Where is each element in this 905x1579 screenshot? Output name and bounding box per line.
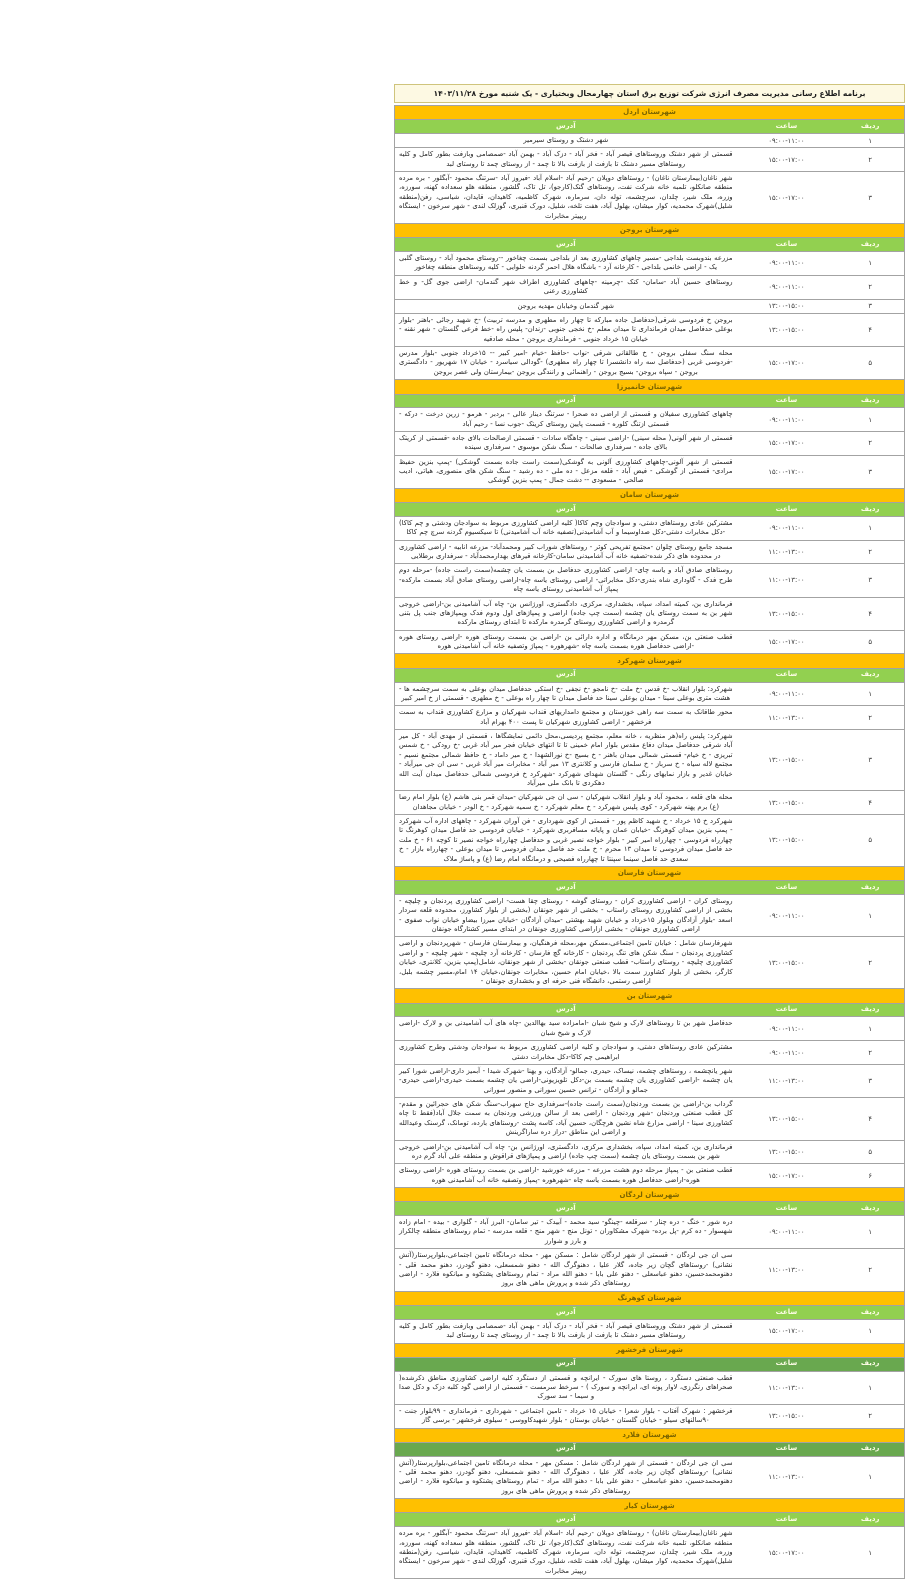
time-cell: ۰۹:۰۰-۱۱:۰۰ [768, 911, 805, 920]
time-cell: ۰۹:۰۰-۱۱:۰۰ [768, 1048, 805, 1057]
column-header-time: ساعت [775, 396, 798, 405]
address-cell: شهرکرد: پلیس راه(هر منظریه ، خانه معلم، مجتمع پردیسی،محل دائمی نمایشگاها ، قسمتی از مهدی آباد - کل میر آباد شرقی حدفاصل میدان دفاع مقدس بلوار امام خمینی تا تا انتهای خیابان فجر میر آباد غربی -خ رودکی - خ شمس تبریزی - خ خیام- قسمتی شمالی میدان باهنر - خ بسیج -خ نورالشهدا - خ میر داماد - خ حافظ شمالی مجتمع نسیم - مجتمع لاله سیاه - خ سرباز - خ سلمان فارسی و کلانتری ۱۳ میر آباد - مخابرات میر آباد غربی - سی ان جی میرآباد - خیابان غدیر و بازار نمایهای رنگی - گلستان شهدای شهرکرد -شهرکرد خ فردوسی شمالی حدفاصل میدان آیت الله دهکردی تا بانک ملی میرآباد [399, 732, 733, 787]
time-cell: ۱۱:۰۰-۱۳:۰۰ [768, 1383, 805, 1392]
time-cell: ۱۳:۰۰-۱۵:۰۰ [768, 1147, 805, 1156]
column-header-address: آدرس [555, 1307, 576, 1316]
time-cell: ۱۵:۰۰-۱۷:۰۰ [768, 1548, 805, 1557]
time-cell: ۱۳:۰۰-۱۵:۰۰ [768, 836, 805, 845]
address-cell: قطب صنعتی بن - پمپاژ مرحله دوم هشت مزرعه - مزرعه خورشید -اراضی بن بسمت روستای هوره -اراضی روستای هوره-اراضی حدفاصل هوره بسمت یاسه چاه -شهرهوره -پمپاژ وتصفیه خانه آب آشامیدنی هوره [399, 1166, 733, 1184]
schedule-sheet [394, 84, 905, 1579]
row-number-cell: ۱ [868, 136, 872, 145]
row-number-cell: ۱ [868, 259, 872, 268]
table-row [395, 1040, 904, 1064]
time-cell: ۱۳:۰۰-۱۵:۰۰ [768, 1412, 805, 1421]
column-header-address: آدرس [555, 670, 576, 679]
address-cell: فرمانداری بن، کمیته امداد، سپاه، بخشداری مرکزی، دادگستری، اورژانس بن- چاه آب آشامیدنی بن-اراضی خروجی شهر بن بسمت روستای یان چشمه (سمت چپ جاده) اراضی و پمپاژهای قراقوش و منطقه علی آباد گرم دره [399, 1142, 733, 1160]
column-header-row-number: ردیف [860, 882, 880, 891]
time-cell: ۱۵:۰۰-۱۷:۰۰ [768, 193, 805, 202]
column-header-row-number: ردیف [860, 1005, 880, 1014]
section-header: شهرستان خانمیرزا [395, 379, 904, 393]
row-number-cell: ۵ [868, 836, 872, 845]
address-cell: محله های قلعه ، محمود آباد و بلوار انقلاب شهرکیان - سی ان جی شهرکیان -میدان قمر بنی هاشم (ع) بلوار امام رضا (ع) برم پهنه شهرکرد - کوی پلیس شهرکرد - خ معلم شهرکرد - خ سمیه شهرکرد - خ الودر - خیابان مجاهدان [399, 793, 733, 811]
row-number-cell: ۳ [868, 302, 872, 311]
row-number-cell: ۲ [868, 283, 872, 292]
table-row [395, 1371, 904, 1404]
column-header-row [395, 1201, 904, 1215]
row-number-cell: ۴ [868, 325, 872, 334]
column-header-row [395, 880, 904, 894]
table-row [395, 147, 904, 171]
page-title: برنامه اطلاع رسانی مدیریت مصرف انرژی شرکت توزیع برق استان چهارمحال وبختیاری - یک شنبه مورخ ۱۴۰۳/۱۱/۲۸ [394, 84, 905, 103]
column-header-time: ساعت [775, 882, 798, 891]
column-header-address: آدرس [555, 1359, 576, 1368]
column-header-address: آدرس [555, 882, 576, 891]
table-row [395, 299, 904, 313]
column-header-row [395, 668, 904, 682]
row-number-cell: ۱ [868, 1548, 872, 1557]
table-row [395, 1526, 904, 1578]
time-cell: ۰۹:۰۰-۱۱:۰۰ [768, 283, 805, 292]
address-cell: قسمتی از شهر دشتک وروستاهای قیصر آباد - فخر آباد - دزک آباد - بهمن آباد -صمصامی وبازفت بطور کامل و کلیه روستاهای مسیر دشتک تا بازفت از بازفت بالا تا چمد - از روستای چمد تا روستای لبد [399, 1321, 733, 1340]
address-cell: فرخشهر : شهرک آفتاب - بلوار شعرا - خیابان ۱۵ خرداد - تامین اجتماعی - شهرداری - فرمانداری - ۹۹بلوار جنت - ۹۰سالنهای سیلو - خیابان گلستان - خیابان بوستان - بلوار شهیدکاووسی - سیلوی فرخشهر - برسی گاز [399, 1406, 733, 1425]
table-row [395, 790, 904, 814]
address-cell: قسمتی از شهر آلونی( محله سینی) -اراضی سینی - چاهگاه سادات - قسمتی ازصالحات بالای جاده -قسمتی از کریتک بالای جاده - سرفداری صالحات - سنگ شکن موسوی - سرفداری سینده [399, 433, 733, 452]
table-row [395, 1319, 904, 1343]
column-header-row [395, 1357, 904, 1371]
table-row [395, 630, 904, 654]
column-header-address: آدرس [555, 396, 576, 405]
table-row [395, 1456, 904, 1499]
row-number-cell: ۲ [868, 548, 872, 557]
row-number-cell: ۴ [868, 609, 872, 618]
column-header-row-number: ردیف [860, 1307, 880, 1316]
row-number-cell: ۲ [868, 155, 872, 164]
column-header-address: آدرس [555, 121, 576, 130]
column-header-row-number: ردیف [860, 1514, 880, 1523]
column-header-row-number: ردیف [860, 1203, 880, 1212]
time-cell: ۱۵:۰۰-۱۷:۰۰ [768, 439, 805, 448]
time-cell: ۰۹:۰۰-۱۱:۰۰ [768, 524, 805, 533]
row-number-cell: ۲ [868, 1412, 872, 1421]
row-number-cell: ۱ [868, 911, 872, 920]
row-number-cell: ۳ [868, 756, 872, 765]
column-header-row-number: ردیف [860, 670, 880, 679]
time-cell: ۱۱:۰۰-۱۳:۰۰ [768, 1473, 805, 1482]
row-number-cell: ۳ [868, 193, 872, 202]
table-row [395, 682, 904, 706]
row-number-cell: ۶ [868, 1171, 872, 1180]
row-number-cell: ۲ [868, 1048, 872, 1057]
table-row [395, 1404, 904, 1428]
row-number-cell: ۱ [868, 524, 872, 533]
table-row [395, 1163, 904, 1187]
time-cell: ۰۹:۰۰-۱۱:۰۰ [768, 1024, 805, 1033]
section-header: شهرستان بن [395, 988, 904, 1002]
column-header-row-number: ردیف [860, 239, 880, 248]
row-number-cell: ۱ [868, 1024, 872, 1033]
table-row [395, 1064, 904, 1097]
table-row [395, 1097, 904, 1140]
table-row [395, 814, 904, 866]
time-cell: ۱۳:۰۰-۱۵:۰۰ [768, 958, 805, 967]
address-cell: شهر ناغان(بیمارستان ناغان) - روستاهای دوپلان -رحیم آباد -اسلام آباد -فیروز آباد -سرتنگ محمود -آبگلور - بره مرده منطقه صانکلو، تلمبه خانه شرکت نفت، روستاهای گتک(کارجو)، تل تاک، گلشور، منطقه هلو سعداده کهنه، سورزه، وزره، ملک شیر، چلدان، سرچشمه، توله دان، سرماره، شهرک کاظمیه، کاهیدان، قایدان، شیاسی، رفن(منطقه شلیل)شهرک محمدیه، کوار میشان، بهلول آباد، هفت تلخه، شلیل، دورک قنبری، گوزلک لندی - شهر سرخون - ایستگاه ریپیتر مخابرات [399, 1529, 733, 1575]
section-header: شهرستان کیار [395, 1498, 904, 1512]
address-cell: شهر یانچشمه ، روستاهای چشمه، نیساک، حیدری، جمالو- آزادگان، و یهنا -شهرک شیدا - آبمیز داری-اراضی شورا کبیر یان چشمه -اراضی کشاورزی یان چشمه بسمت بن-دکل تلویزیونی-اراضی یان چشمه بسمت حیدری-اراضی حیدری- جمالو و آزادگان - ترانس حسین سورانی و منصور سورانی [399, 1066, 733, 1094]
column-header-address: آدرس [555, 1203, 576, 1212]
column-header-row [395, 237, 904, 251]
column-header-time: ساعت [775, 1444, 798, 1453]
table-row [395, 516, 904, 540]
address-cell: قسمتی از شهر آلونی-چاههای کشاورزی آلونی به گوشکی(سمت راست جاده بسمت گوشکی) -پمپ بنزین حفیظ مرادی- قسمتی از گوشکی - فیض آباد - قلعه مزعل - ده ملی - ده رشید - سنگ شکن های منصوری، هیاتی، ادیب صالحی - مسعودی -- دشت جمال - پمپ بنزین گوشکی [399, 457, 733, 485]
time-cell: ۱۵:۰۰-۱۷:۰۰ [768, 467, 805, 476]
column-header-row [395, 1003, 904, 1017]
column-header-time: ساعت [775, 239, 798, 248]
address-cell: مشترکین عادی روستاهای دشتی، و سوادجان وچم کاکا( کلیه اراضی کشاورزی مربوط به سوادجان ودشتی و چم کاکا) -دکل مخابرات دشتی-دکل صداوسیما و آب آشامیدنی(تصفیه خانه آب آشامیدنی) تا سیکسیوم گردنه سرچ چم کاکا [399, 518, 733, 537]
column-header-address: آدرس [555, 504, 576, 513]
time-cell: ۱۱:۰۰-۱۳:۰۰ [768, 576, 805, 585]
row-number-cell: ۳ [868, 1076, 872, 1085]
table-row [395, 1140, 904, 1164]
row-number-cell: ۵ [868, 359, 872, 368]
address-cell: بروجن خ فردوسی شرقی(حدفاصل جاده مبارکه تا چهار راه مطهری و مدرسه تربیت) -خ شهید رجائی -باهنر -بلوار بوعلی حدفاصل میدان فرمانداری تا میدان معلم -خ نخجی جنوبی -زندان- پلیس راه -خط فرعی گلستان - شهر نقنه - خیابان ۱۵ خرداد جنوبی - فرمانداری بروجن - محله صادقیه [399, 315, 733, 343]
row-number-cell: ۱ [868, 1473, 872, 1482]
column-header-time: ساعت [775, 670, 798, 679]
row-number-cell: ۲ [868, 1265, 872, 1274]
time-cell: ۰۹:۰۰-۱۱:۰۰ [768, 1228, 805, 1237]
column-header-row [395, 1512, 904, 1526]
row-number-cell: ۵ [868, 638, 872, 647]
column-header-time: ساعت [775, 1514, 798, 1523]
column-header-time: ساعت [775, 1307, 798, 1316]
address-cell: محور طاقانک به سمت سه راهی خوزستان و مجتمع دامداریهای قنداب شهرکیان و مزارع کشاورزی قنداب به سمت فرخشهر - اراضی کشاورزی شهرکیان تا پست ۴۰۰ بهرام آباد [399, 708, 733, 726]
time-cell: ۰۹:۰۰-۱۱:۰۰ [768, 136, 805, 145]
table-row [395, 597, 904, 630]
row-number-cell: ۱ [868, 689, 872, 698]
column-header-address: آدرس [555, 1444, 576, 1453]
row-number-cell: ۱ [868, 1228, 872, 1237]
table-row [395, 275, 904, 299]
column-header-row [395, 1442, 904, 1456]
address-cell: سی ان جی لردگان - قسمتی از شهر لردگان شامل : مسکن مهر - محله درمانگاه تامین اجتماعی،بلوارپرستار(آتش نشانی) -روستاهای گچان زیر جاده، گلار علیا ، دهنوگرگ الله - دهنو شمسعلی، دهنو گودرز، دهنو محمد قلی - دهنومحمدحسین، دهنو عباسعلی - دهنو علی بابا - دهنو الله مراد - تمام روستاهای پشتکوه و میانکوه فلارد - اراضی روستاهای ذکر شده و پرورش ماهی های بروز [399, 1251, 733, 1288]
address-cell: مزرعه بندوبست بلداجی -مسیر چاههای کشاورزی بعد از بلداجی بسمت چغاخور --روستای محمود آباد - روستای گلبی یک - اراضی خانمی بلداجی - کارخانه آرد - باشگاه هلال احمر گردنه حلوایی - کلیه روستاهای منطقه چغاخور [399, 254, 733, 272]
table-row [395, 407, 904, 431]
table-row [395, 455, 904, 488]
row-number-cell: ۲ [868, 713, 872, 722]
address-cell: چاههای کشاورزی سفیلان و قسمتی از اراضی ده صحرا - سرتنگ دینار عالی - بردبر - هرمو - زرین درخت - درکه - قسمتی ازتنگ کلوره - قسمت پایین روستای کریتک -جوب نسا - رحیم آباد [399, 410, 733, 428]
address-cell: دره شور - خنگ - دره چنار - سرقلعه -چینگو- سید محمد - آبیدک - تیر سامان- البرز آباد - گلواری - بیده - امام زاده شهسوار - ده کرم -پل برده- شهرک مشکاوران - تونل منج - شهر منج - قلعه مدرسه - تمام روستاهای منطقه چالکراز و بارز و شوارز [399, 1218, 733, 1245]
time-cell: ۱۳:۰۰-۱۵:۰۰ [768, 1114, 805, 1123]
column-header-time: ساعت [775, 1005, 798, 1014]
row-number-cell: ۴ [868, 1114, 872, 1123]
table-row [395, 251, 904, 275]
address-cell: گرداب بن-اراضی بن بسمت وردنجان(سمت راست جاده)-سرفداری حاج سهراب-سنگ شکن های حجرائین و مقدم- کل قطب صنعتی وردنجان -شهر وردنجان - اراضی بعد از سالن ورزشی وردنجان به سمت جلال آباد(فقط تا چاه کشاورزی سینا - اراضی مزارع شاه نشین هرچگان، حسین آباد، کاسه پشت -روستاهای بارده، تومانک، گرسنک وعیدالله و اراضی این مناطق -دراز دره ساراگرینش [399, 1100, 733, 1137]
row-number-cell: ۳ [868, 467, 872, 476]
table-row [395, 1016, 904, 1040]
time-cell: ۰۹:۰۰-۱۱:۰۰ [768, 415, 805, 424]
address-cell: مشترکین عادی روستاهای دشتی، و سوادجان و کلیه اراضی کشاورزی مربوط به سوادجان ودشتی وطرح کشاورزی ابراهیمی چم کاکا-دکل مخابرات دشتی [399, 1043, 733, 1061]
address-cell: شهر دشتک و روستای سیرمیر [523, 135, 609, 144]
row-number-cell: ۳ [868, 576, 872, 585]
section-header: شهرستان فلارد [395, 1428, 904, 1442]
time-cell: ۱۱:۰۰-۱۳:۰۰ [768, 1076, 805, 1085]
section-header: شهرستان اردل [395, 105, 904, 119]
table-row [395, 133, 904, 147]
table-row [395, 894, 904, 937]
row-number-cell: ۲ [868, 439, 872, 448]
table-row [395, 540, 904, 564]
address-cell: حدفاصل شهر بن تا روستاهای لارک و شیخ شبان -امامزاده سید بهاالدین -چاه های آب آشامیدنی بن و لارک -اراضی لارک و شیخ شبان [399, 1019, 733, 1037]
column-header-address: آدرس [555, 1514, 576, 1523]
time-cell: ۱۵:۰۰-۱۷:۰۰ [768, 155, 805, 164]
section-header: شهرستان فارسان [395, 866, 904, 880]
address-cell: روستاهای حسین آباد -سامان- کنک -چرمینه -چاههای کشاورزی اطراف شهر گندمان- اراضی جوی گل- و خط کشاورزی رعنی [399, 277, 733, 296]
section-header: شهرستان سامان [395, 488, 904, 502]
section-header: شهرستان کوهرنگ [395, 1291, 904, 1305]
column-header-row [395, 119, 904, 133]
section-header: شهرستان فرخشهر [395, 1343, 904, 1357]
column-header-time: ساعت [775, 1359, 798, 1368]
time-cell: ۱۵:۰۰-۱۷:۰۰ [768, 359, 805, 368]
column-header-row-number: ردیف [860, 396, 880, 405]
time-cell: ۱۳:۰۰-۱۵:۰۰ [768, 756, 805, 765]
time-cell: ۱۱:۰۰-۱۳:۰۰ [768, 713, 805, 722]
column-header-row-number: ردیف [860, 121, 880, 130]
table-row [395, 936, 904, 988]
schedule-table [394, 105, 905, 1579]
address-cell: فرمانداری بن، کمیته امداد، سپاه، بخشداری، مرکزی، دادگستری، اورژانس بن- چاه آب آشامیدنی بن-اراضی خروجی شهر بن به سمت روستای یان چشمه (سمت چپ جاده) اراضی و پمپاژهای اول ودوم فدک وپمپاژهای جنب پل بتنی گرمدره و اراضی کشاورزی روستای گرمدره مارکده تا ابتدای روستای مارکده [399, 599, 733, 627]
address-cell: قسمتی از شهر دشتک وروستاهای قیصر آباد - فخر آباد - دزک آباد - بهمن آباد -صمصامی وبازفت بطور کامل و کلیه روستاهای مسیر دشتک تا بازفت از بازفت بالا تا چمد - از روستای چمد تا روستای لبد [399, 150, 733, 168]
column-header-time: ساعت [775, 504, 798, 513]
column-header-row [395, 394, 904, 408]
address-cell: قطب صنعتی دستگرد ، روستا های سورک - ایرانچه و قسمتی از دستگرد کلیه اراضی کشاورزی مناطق ذکرشده( صحراهای رنگرزی، لاوار پونه ای، ایرانچه و سورک ) - سرخط سرمست - قسمتی از اراضی گود کلبه دزک و دکل صدا و سیما - سد سورک [399, 1373, 733, 1401]
section-header: شهرستان شهرکرد [395, 653, 904, 667]
address-cell: شهر ناغان(بیمارستان ناغان) - روستاهای دوپلان -رحیم آباد -اسلام آباد -فیروز آباد -سرتنگ محمود -آبگلور - بره مرده منطقه صانکلو، تلمبه خانه شرکت نفت، روستاهای گتک(کارجو)، تل تاک، گلشور، منطقه هلو سعداده کهنه، سورزه، وزره، ملک شیر، چلدان، سرچشمه، توله دان، سرماره، شهرک کاظمیه، کاهیدان، قایدان، شیاسی، رفن(منطقه شلیل)شهرک محمدیه، کوار میشان، بهلول آباد، هفت تلخه، شلیل، دورک قنبری، گوزلک لندی - شهر سرخون - ایستگاه ریپیتر مخابرات [399, 174, 733, 220]
address-cell: قطب صنعتی بن، مسکن مهر درمانگاه و اداره دارائی بن -اراضی بن بسمت روستای هوره -اراضی روستای هوره -اراضی حدفاصل هوره بسمت یاسه چاه -شهرهوره - پمپاژ وتصفیه خانه آب آشامیدنی هوره [399, 632, 733, 651]
time-cell: ۱۵:۰۰-۱۷:۰۰ [768, 1327, 805, 1336]
table-row [395, 313, 904, 346]
table-row [395, 705, 904, 729]
address-cell: شهر گندمان وخیابان مهدیه بروجن [517, 301, 614, 310]
address-cell: روستای کران - اراضی کشاورزی کران - روستای گوشه - روستای چقا هست- اراضی کشاورزی پردنجان و چلیچه - بخشی از اراضی کشاورزی روستای راستاب - بخشی از شهر جونقان (بخشی از بلوار کشاورز، محدوده قلعه سردار اسعد -بلوار آزادگان وبلوار ۱۵خرداد و خیابان شهید بهشتی -میدان آزادگان -خیابان میرزا بیضاو خیابان نواب صفوی - اراضی کشاورزی جونقان - بخشی ازاراضی کشاورزی جونقان در ابتدای مسیر کشتارگاه جونقان [399, 896, 733, 934]
row-number-cell: ۴ [868, 798, 872, 807]
time-cell: ۱۱:۰۰-۱۳:۰۰ [768, 1265, 805, 1274]
column-header-time: ساعت [775, 1203, 798, 1212]
row-number-cell: ۱ [868, 1327, 872, 1336]
time-cell: ۱۳:۰۰-۱۵:۰۰ [768, 609, 805, 618]
table-row [395, 729, 904, 790]
time-cell: ۱۱:۰۰-۱۳:۰۰ [768, 548, 805, 557]
address-cell: شهرکرد: بلوار انقلاب -خ قدس -خ ملت -خ نامجو -خ نجفی -خ استکی حدفاصل میدان بوعلی به سمت سرچشمه ها - هشت متری بوعلی سینا - میدان بوعلی سینا حد فاصل میدان تا چهار راه بوعلی - خ مطهری - قسمتی از خ امیر کبیر [399, 684, 733, 702]
section-header: شهرستان بروجن [395, 223, 904, 237]
column-header-row-number: ردیف [860, 1444, 880, 1453]
section-header: شهرستان لردگان [395, 1187, 904, 1201]
address-cell: مسجد جامع روستای چلوان -مجتمع تفریحی کوثر - روستاهای شوراب کبیر ومحمدآباد- مزرعه انابیه - اراضی کشاورزی در محدوده های ذکر شده-تصفیه خانه آب آشامیدنی سامان-کارخانه قیرهای بهدارمحمدآباد - سرفداری برطلایی [399, 542, 733, 561]
address-cell: شهرکرد خ ۱۵ خرداد - خ شهید کاظم پور - قسمتی از کوی شهرداری - فن آوران شهرکرد - چاههای اداره آب شهرکرد - پمپ بنزین میدان کوهرنگ -خیابان عمان و پایانه مسافربری شهرکرد - خیابان فردوسی حد فاصل میدان کوهرنگ تا چهارراه فردوسی - چهارراه امیر کبیر - بلوار خواجه نصیر غربی و حدفاصل چهارراه خواجه نصیر تا کوچه ۶۱ - خ ملت حد فاصل میدان فردوسی تا میدان ۱۳ محرم - خ ملت حد فاصل میدان فردوسی تا میدان بوعلی - چهارراه بازار - خ سعدی حد فاصل سینما سپنتا تا چهارراه فصیحی و درمانگاه امام رضا (ع) و پاساژ ملاک [399, 817, 733, 863]
row-number-cell: ۵ [868, 1147, 872, 1156]
column-header-row [395, 502, 904, 516]
time-cell: ۱۳:۰۰-۱۵:۰۰ [768, 325, 805, 334]
column-header-row-number: ردیف [860, 1359, 880, 1368]
column-header-row [395, 1305, 904, 1319]
table-row [395, 431, 904, 455]
address-cell: محله سنگ سفلی بروجن - خ طالقانی شرقی -نواب -حافظ -خیام -امیر کبیر -- ۱۵خرداد جنوبی -بلوار مدرس -فردوسی غربی (حدفاصل سه راه دانشسرا تا چهار راه مطهری) -گودالی سیاسرد - خیابان ۱۷ شهریور - دادگستری بروجن - سپاه بروجن- بسیج بروجن - راهنمائی و رانندگی بروجن -بیمارستان ولی عصر بروجن [399, 349, 733, 376]
time-cell: ۰۹:۰۰-۱۱:۰۰ [768, 259, 805, 268]
row-number-cell: ۱ [868, 415, 872, 424]
column-header-row-number: ردیف [860, 504, 880, 513]
table-row [395, 346, 904, 379]
address-cell: سی ان جی لردگان - قسمتی از شهر لردگان شامل : مسکن مهر - محله درمانگاه تامین اجتماعی،بلوارپرستار(آتش نشانی) -روستاهای گچان زیر جاده، گلار علیا ، دهنوگرگ الله - دهنو شمسعلی، دهنو گودرز، دهنو محمد قلی - دهنومحمدحسین، دهنو عباسعلی - دهنو علی بابا - دهنو الله مراد - تمام روستاهای پشتکوه و میانکوه فلارد - اراضی روستاهای ذکر شده و پرورش ماهی های بروز [399, 1458, 733, 1495]
row-number-cell: ۲ [868, 958, 872, 967]
time-cell: ۱۳:۰۰-۱۵:۰۰ [768, 798, 805, 807]
time-cell: ۰۹:۰۰-۱۱:۰۰ [768, 689, 805, 698]
address-cell: شهرفارسان شامل : خیابان تامین اجتماعی،مسکن مهر،محله فرهنگیان، و بیمارستان فارسان - شهرپردنجان و اراضی کشاورزی پردنجان - سنگ شکن های تنگ پردنجان - کارخانه گچ فارسان - کارخانه آرد چلیچه - شهر چلیچه - و اراضی کشاورزی چلیچه - روستای راستاب- قطب صنعتی جونقان -بخشی از شهر جونقان، شامل(پمپ بنزین، کلانتری، خیابان کارگر، بخشی از بلوار کشاورز سمت بالا ،خیابان امام حسین، مخابرات جونقان،خیابان ۱۴ امام،مسیر چشمه بلبل، اراضی رستمی، دانشگاه فنی حرفه ای و بخشداری جونقان - [399, 939, 733, 985]
column-header-time: ساعت [775, 121, 798, 130]
column-header-address: آدرس [555, 239, 576, 248]
table-row [395, 171, 904, 223]
time-cell: ۱۵:۰۰-۱۷:۰۰ [768, 1171, 805, 1180]
address-cell: روستاهای صادق آباد و یاسه چای- اراضی کشاورزی حدفاصل بن بسمت یان چشمه(سمت راست جاده) -مرحله دوم طرح فدک - گاوداری شاه بندری-دکل مخابراتی- اراضی روستای یاسه چاه-اراضی روستای صادق آباد بسمت مارکده- پمپاژ آب آشامیدنی روستای یاسه چاه [399, 566, 733, 594]
time-cell: ۱۳:۰۰-۱۵:۰۰ [768, 302, 805, 311]
time-cell: ۱۵:۰۰-۱۷:۰۰ [768, 638, 805, 647]
column-header-address: آدرس [555, 1005, 576, 1014]
table-row [395, 563, 904, 596]
table-row [395, 1215, 904, 1248]
row-number-cell: ۱ [868, 1383, 872, 1392]
table-row [395, 1248, 904, 1291]
